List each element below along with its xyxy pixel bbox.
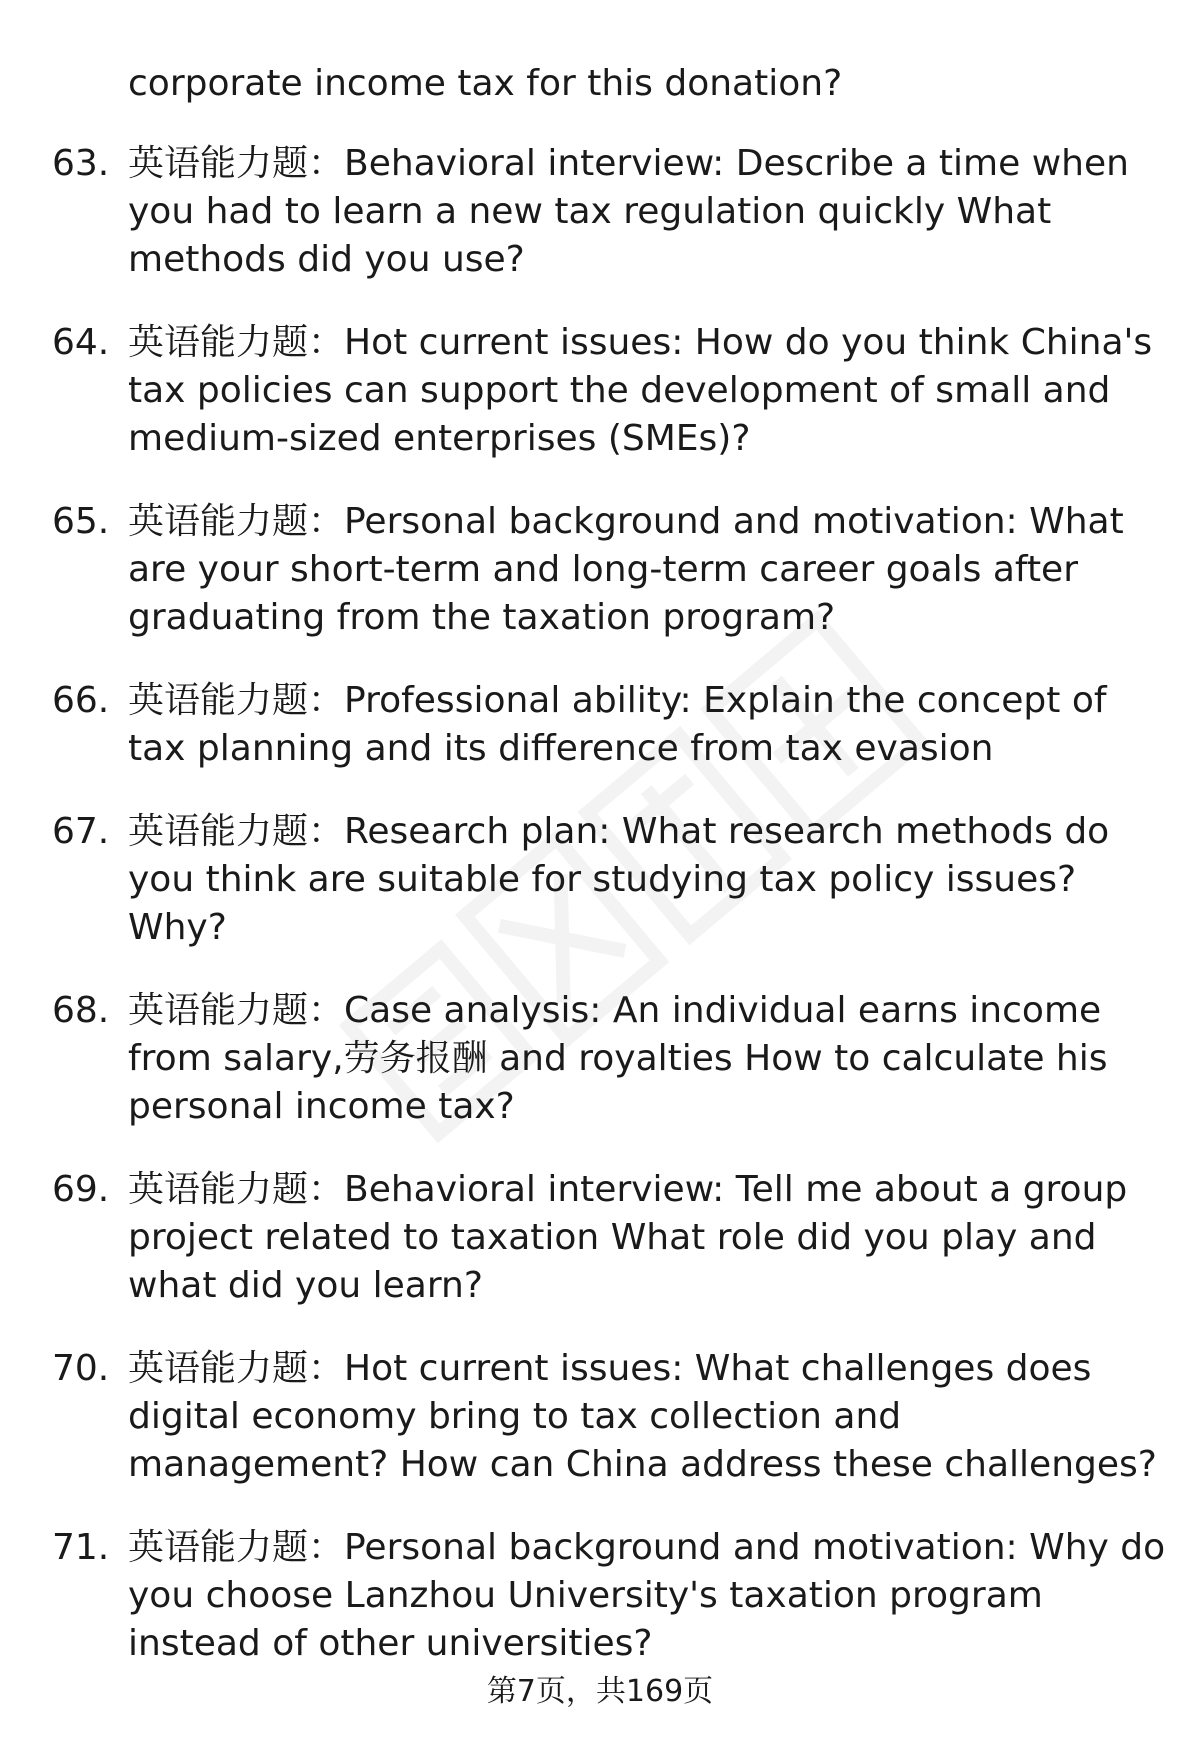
question-text: 英语能力题：Behavioral interview: Describe a time when you had to learn a new tax regulation quickly What methods did you use? — [128, 143, 1129, 280]
question-number: 68. — [52, 990, 110, 1031]
question-number: 66. — [52, 680, 110, 721]
question-item — [0, 677, 1200, 773]
question-text: 英语能力题：Hot current issues: How do you think China's tax policies can support the development of small and medium-sized enterprises (SMEs)? — [128, 322, 1153, 459]
question-text: 英语能力题：Personal background and motivation: Why do you choose Lanzhou University's taxation program instead of other universities? — [128, 1527, 1166, 1664]
question-number: 71. — [52, 1527, 110, 1568]
question-item — [0, 1524, 1200, 1668]
question-number: 65. — [52, 501, 110, 542]
question-item — [0, 319, 1200, 463]
question-item — [0, 987, 1200, 1131]
continuation-text: corporate income tax for this donation? — [128, 63, 843, 104]
question-number: 64. — [52, 322, 110, 363]
question-text: 英语能力题：Case analysis: An individual earns income from salary,劳务报酬 and royalties How to calculate his personal income tax? — [128, 990, 1108, 1127]
question-item — [0, 808, 1200, 952]
question-number: 67. — [52, 811, 110, 852]
question-number: 70. — [52, 1348, 110, 1389]
question-text: 英语能力题：Professional ability: Explain the concept of tax planning and its difference from tax evasion — [128, 680, 1107, 769]
question-text: 英语能力题：Hot current issues: What challenges does digital economy bring to tax collection and management? How can China address these challenges? — [128, 1348, 1157, 1485]
question-item — [0, 1345, 1200, 1489]
question-item — [0, 140, 1200, 284]
question-item — [0, 498, 1200, 642]
question-text: 英语能力题：Personal background and motivation: What are your short-term and long-term career goals after graduating from the taxation program? — [128, 501, 1124, 638]
question-number: 69. — [52, 1169, 110, 1210]
question-number: 63. — [52, 143, 110, 184]
page-footer: 第7页，共169页 — [486, 1674, 714, 1709]
question-text: 英语能力题：Behavioral interview: Tell me about a group project related to taxation What role did you play and what did you learn? — [128, 1169, 1128, 1306]
question-item — [0, 1166, 1200, 1310]
question-text: 英语能力题：Research plan: What research methods do you think are suitable for studying tax policy issues? Why? — [128, 811, 1110, 948]
question-list — [0, 140, 1200, 1703]
